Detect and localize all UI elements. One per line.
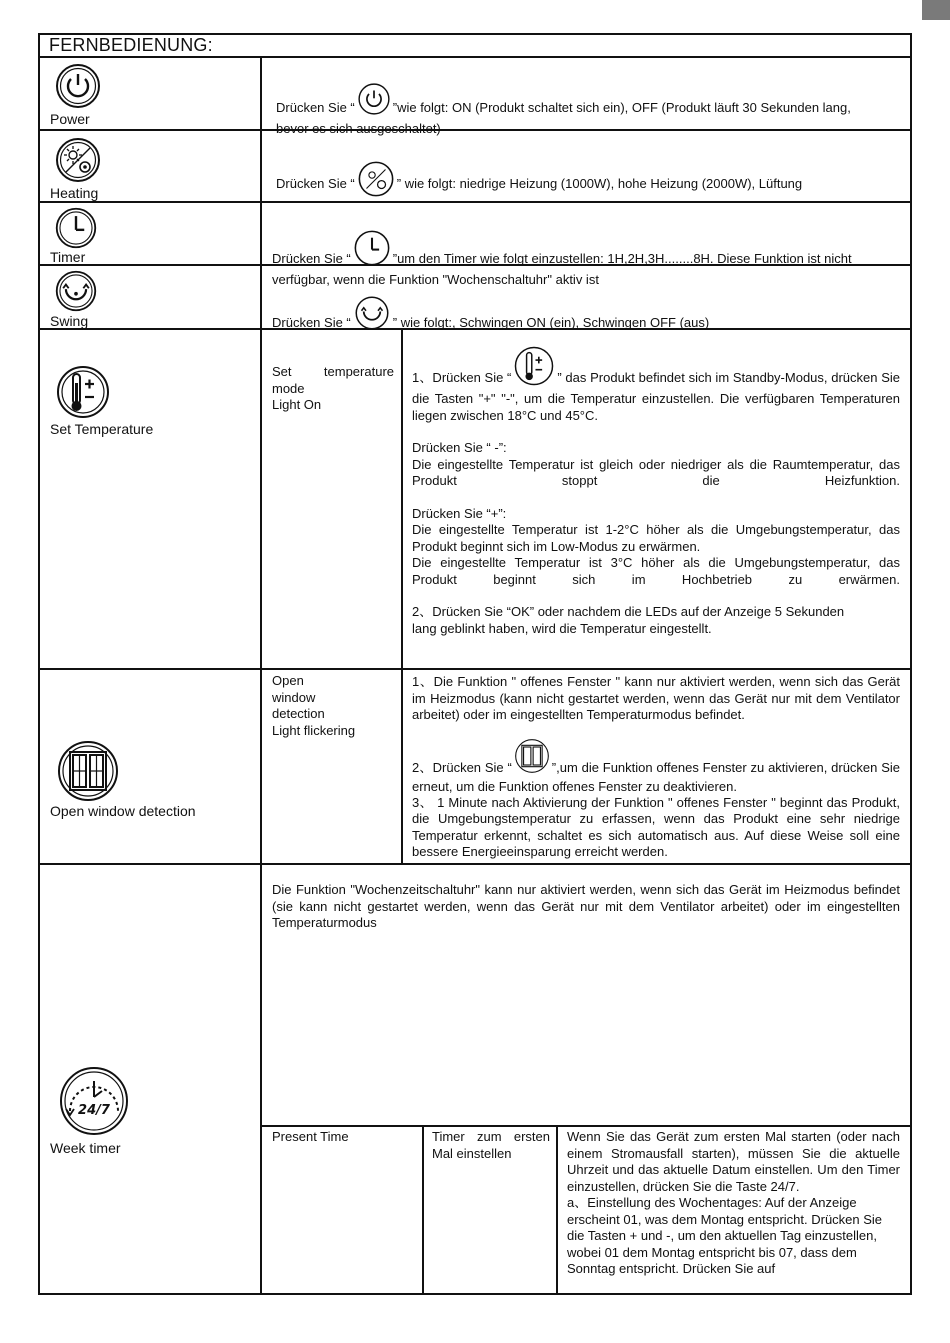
timer-label: Timer [50, 249, 86, 265]
row-divider [38, 863, 912, 865]
timer-desc-line2: verfügbar, wenn die Funktion "Wochenschaltuhr" aktiv ist [272, 271, 599, 287]
set-temperature-step1 [412, 346, 900, 424]
set-temperature-light-text: Light On [272, 397, 322, 412]
open-window-mode-text [272, 673, 394, 723]
page-corner-tab [922, 0, 950, 20]
week-timer-label: Week timer [50, 1140, 121, 1156]
step2-line2: lang geblinkt haben, wird die Temperatur eingestellt. [412, 620, 712, 636]
ow-step2-post: ”,um die Funktion offenes Fenster zu aktivieren, drücken Sie erneut, um die Funktion offenes Fenster zu deaktivieren. [412, 759, 900, 794]
open-window-icon [514, 738, 550, 778]
timer-description [272, 229, 902, 288]
open-window-step2 [412, 738, 900, 795]
remote-control-table [38, 33, 912, 1295]
week-instructions-p1: Wenn Sie das Gerät zum ersten Mal starten (oder nach einem Stromausfall starten), müssen Sie die aktuelle Uhrzeit und das aktuelle Datum einstellen. Um den Timer einzustellen, drücken Sie die Taste 24/7. [567, 1129, 900, 1194]
open-window-label: Open window detection [50, 803, 196, 819]
column-divider [556, 1126, 558, 1295]
heating-description [276, 160, 896, 203]
ow-step2-pre: 2、Drücken Sie “ [412, 759, 512, 775]
swing-desc-pre: Drücken Sie “ [272, 315, 351, 330]
heating-desc-post: ” wie folgt: niedrige Heizung (1000W), hohe Heizung (2000W), Lüftung [396, 176, 803, 191]
timer-desc-post: ”um den Timer wie folgt einzustellen: 1H,2H,3H........8H. Diese Funktion ist nicht [392, 251, 852, 266]
swing-icon [353, 295, 391, 336]
swing-label: Swing [50, 313, 89, 329]
step2-line1: 2、Drücken Sie “OK” oder nachdem die LEDs auf der Anzeige 5 Sekunden [412, 604, 845, 619]
plus-heading: Drücken Sie “+”: [412, 505, 507, 521]
column-divider [401, 328, 403, 864]
open-window-light-text: Light flickering [272, 722, 356, 738]
heating-label: Heating [50, 185, 99, 201]
swing-icon [54, 269, 98, 313]
power-desc-pre: Drücken Sie “ [276, 100, 355, 115]
swing-description [272, 295, 902, 336]
open-window-instructions [412, 674, 900, 861]
swing-desc-post: ” wie folgt:, Schwingen ON (ein), Schwingen OFF (aus) [392, 315, 710, 330]
week-instructions-p2: a、Einstellung des Wochentages: Auf der Anzeige erscheint 01, was dem Montag entspricht. Drücken Sie die Tasten + und -, um den aktuellen Tag einzustellen, wobei 01 dem Montag entspricht bis 07, dass dem Sonntag entspricht. Drücken Sie auf [567, 1195, 883, 1276]
set-temperature-label: Set Temperature [50, 421, 154, 437]
thermometer-icon [56, 365, 110, 419]
power-description [276, 82, 896, 137]
power-desc-post: ”wie folgt: ON (Produkt schaltet sich ein), OFF (Produkt läuft 30 Sekunden lang, [392, 100, 851, 115]
page-title: FERNBEDIENUNG: [49, 35, 213, 55]
open-window-step1: 1、Die Funktion " offenes Fenster " kann nur aktiviert werden, wenn sich das Gerät im Heizmodus (kann nicht gestartet werden, wenn das Gerät nur mit dem Ventilator arbeitet) oder im eingestellten Temperaturmodus befindet. [412, 674, 900, 722]
week-subtable-present-time: Present Time [272, 1129, 349, 1144]
power-desc-line2: bevor es sich ausgeschaltet) [276, 120, 441, 136]
heating-icon [357, 160, 395, 203]
week-timer-icon [56, 1065, 132, 1137]
column-divider [422, 1126, 424, 1295]
open-window-mode-label: Open window detection [272, 673, 325, 721]
open-window-mode [272, 673, 394, 739]
set-temperature-mode [272, 364, 394, 414]
step1-pre: 1、Drücken Sie “ [412, 370, 512, 385]
minus-body: Die eingestellte Temperatur ist gleich oder niedriger als die Raumtemperatur, das Produkt stoppt die Heizfunktion. [412, 456, 900, 488]
plus-body-2: Die eingestellte Temperatur ist 3°C höher als die Umgebungstemperatur, das Produkt beginnt sich im Hochbetrieb zu erwärmen. [412, 555, 900, 587]
timer-icon [54, 206, 98, 250]
row-divider [38, 668, 912, 670]
plus-body-1: Die eingestellte Temperatur ist 1-2°C höher als die Umgebungstemperatur, das Produkt beginnt sich im Low-Modus zu erwärmen. [412, 522, 900, 554]
power-icon [357, 82, 391, 121]
week-timer-icon-text: 24/7 [78, 1103, 110, 1118]
heating-desc-pre: Drücken Sie “ [276, 176, 355, 191]
week-timer-intro: Die Funktion "Wochenzeitschaltuhr" kann nur aktiviert werden, wenn sich das Gerät im Heizmodus befindet (sie kann nicht gestartet werden, wenn das Gerät nur mit dem Ventilator arbeitet) oder im eingestellten Temperaturmodus [272, 882, 900, 930]
minus-heading: Drücken Sie “ -”: [412, 440, 507, 455]
week-subtable-top-border [260, 1125, 912, 1127]
step1-post: ” das Produkt befindet sich im Standby-Modus, drücken Sie die Tasten "+" "-", um die Temperatur einzustellen. Die verfügbaren Temperaturen liegen zwischen 18°C und 45°C. [412, 370, 900, 423]
set-temperature-instructions [412, 346, 900, 637]
column-divider [260, 56, 262, 1295]
timer-icon [353, 229, 391, 272]
timer-desc-pre: Drücken Sie “ [272, 251, 351, 266]
set-temperature-mode-text: Set temperature mode [272, 364, 394, 396]
power-label: Power [50, 111, 90, 127]
heating-icon [54, 136, 102, 184]
row-divider [38, 56, 912, 58]
power-icon [54, 62, 102, 110]
thermometer-icon [513, 346, 555, 390]
open-window-step3: 3、 1 Minute nach Aktivierung der Funktion " offenes Fenster " beginnt das Produkt, die Umgebungstemperatur zu erfassen, wenn das Produkt eine sehr niedrige Temperatur erkennt, schaltet es sich automatisch aus. Auf diese Weise soll eine bessere Energieeinsparung erreicht werden. [412, 794, 900, 859]
week-subtable-instructions [567, 1129, 900, 1278]
open-window-icon [56, 740, 120, 802]
week-subtable-first-timer: Timer zum ersten Mal einstellen [432, 1129, 550, 1161]
